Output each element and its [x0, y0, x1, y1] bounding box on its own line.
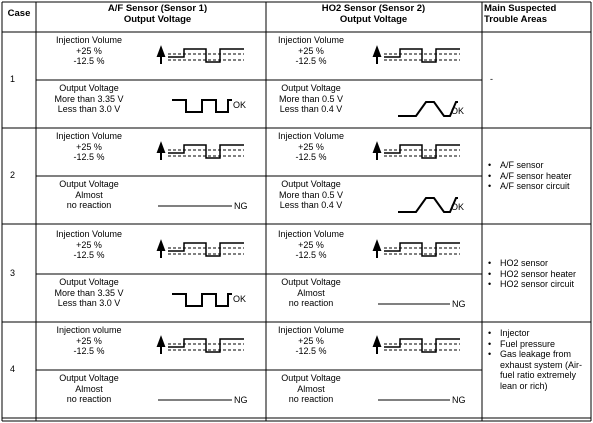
af-injection-waveform-3	[158, 242, 244, 258]
ho2-ok-waveform-1	[398, 102, 458, 116]
ho2-result-3: NG	[452, 299, 466, 309]
trouble-areas-4	[486, 328, 592, 391]
af-injection-text-4: Injection volume +25 % -12.5 %	[56, 325, 122, 356]
ho2-injection-text-3: Injection Volume +25 % -12.5 %	[277, 229, 345, 260]
case-number-2: 2	[10, 170, 16, 180]
ho2-injection-waveform-4	[374, 338, 460, 354]
ho2-result-2: OK	[451, 202, 465, 212]
ho2-ok-waveform-2	[398, 198, 458, 212]
ho2-injection-text-1: Injection Volume +25 % -12.5 %	[277, 35, 345, 66]
af-output-text-4: Output Voltage Almost no reaction	[59, 373, 119, 404]
af-output-text-2: Output Voltage Almost no reaction	[59, 179, 119, 210]
af-output-text-3: Output Voltage More than 3.35 V Less than 3.0 V	[54, 277, 124, 308]
trouble-areas-2	[486, 160, 592, 192]
af-ok-waveform-1	[172, 100, 232, 112]
header-case: Case	[7, 8, 31, 19]
af-injection-text-3: Injection Volume +25 % -12.5 %	[55, 229, 123, 260]
trouble-areas-1	[486, 74, 582, 85]
header-trouble-areas: Main Suspected Trouble Areas	[484, 3, 557, 25]
ho2-output-text-1: Output Voltage More than 0.5 V Less than 0.4 V	[278, 83, 344, 114]
trouble-area-item: • Fuel pressure	[500, 339, 592, 350]
trouble-areas-3	[486, 258, 592, 290]
ho2-output-text-3: Output Voltage Almost no reaction	[281, 277, 341, 308]
ho2-output-text-4: Output Voltage Almost no reaction	[281, 373, 341, 404]
trouble-area-item: • HO2 sensor circuit	[500, 279, 592, 290]
af-result-1: OK	[233, 100, 247, 110]
trouble-area-item: • A/F sensor circuit	[500, 181, 592, 192]
af-ok-waveform-3	[172, 294, 232, 306]
case-number-1: 1	[10, 74, 16, 84]
trouble-area-item: • Gas leakage from exhaust system (Air-fuel ratio extremely lean or rich)	[500, 349, 592, 391]
trouble-area-item: -	[490, 74, 493, 84]
af-injection-text-2: Injection Volume +25 % -12.5 %	[55, 131, 123, 162]
af-injection-waveform-4	[158, 338, 244, 354]
header-af-sensor: A/F Sensor (Sensor 1) Output Voltage	[107, 3, 208, 25]
trouble-area-item: • Injector	[500, 328, 592, 339]
af-injection-waveform-1	[158, 48, 244, 64]
trouble-area-item: • HO2 sensor heater	[500, 269, 592, 280]
ho2-injection-waveform-2	[374, 144, 460, 160]
ho2-injection-waveform-3	[374, 242, 460, 258]
case-number-3: 3	[10, 268, 16, 278]
trouble-area-item: • A/F sensor	[500, 160, 592, 171]
ho2-result-4: NG	[452, 395, 466, 405]
af-output-text-1: Output Voltage More than 3.35 V Less than 3.0 V	[54, 83, 124, 114]
ho2-injection-text-4: Injection Volume +25 % -12.5 %	[277, 325, 345, 356]
trouble-area-item: • A/F sensor heater	[500, 171, 592, 182]
af-injection-waveform-2	[158, 144, 244, 160]
af-result-4: NG	[234, 395, 248, 405]
case-number-4: 4	[10, 364, 16, 374]
af-result-3: OK	[233, 294, 247, 304]
af-injection-text-1: Injection Volume +25 % -12.5 %	[55, 35, 123, 66]
header-ho2-sensor: HO2 Sensor (Sensor 2) Output Voltage	[321, 3, 426, 25]
trouble-area-item: • HO2 sensor	[500, 258, 592, 269]
ho2-injection-waveform-1	[374, 48, 460, 64]
ho2-injection-text-2: Injection Volume +25 % -12.5 %	[277, 131, 345, 162]
ho2-result-1: OK	[451, 106, 465, 116]
ho2-output-text-2: Output Voltage More than 0.5 V Less than 0.4 V	[278, 179, 344, 210]
af-result-2: NG	[234, 201, 248, 211]
